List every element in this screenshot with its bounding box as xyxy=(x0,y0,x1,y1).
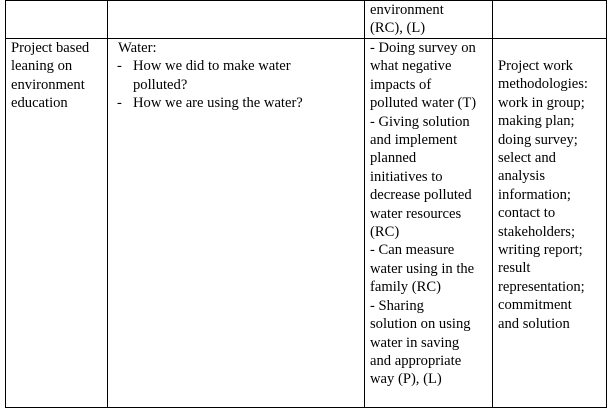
cell-line: methodologies: xyxy=(498,76,588,93)
cell-line: impacts of xyxy=(370,76,432,93)
cell-line: what negative xyxy=(370,58,452,75)
list-item xyxy=(133,94,360,112)
cell-line: solution on using xyxy=(370,316,471,333)
table-cell xyxy=(108,1,365,39)
cell-line: doing survey; xyxy=(498,131,578,148)
cell-line: family (RC) xyxy=(370,279,441,296)
cell-line: making plan; xyxy=(498,113,575,130)
curriculum-table xyxy=(5,0,607,408)
cell-line: decrease polluted xyxy=(370,187,472,204)
cell-line: and implement xyxy=(370,132,458,149)
cell-line: select and xyxy=(498,150,556,167)
cell-line: writing report; xyxy=(498,242,583,259)
table-row xyxy=(6,39,607,408)
table-cell xyxy=(6,1,108,39)
cell-line: - How we are using the water? xyxy=(133,95,303,112)
cell-line: (RC), (L) xyxy=(370,20,426,37)
cell-line: and solution xyxy=(498,315,570,332)
cell-line: - Can measure xyxy=(370,242,455,259)
cell-line: analysis xyxy=(498,168,546,185)
table-cell-content xyxy=(108,39,365,408)
cell-line: water resources xyxy=(370,205,462,222)
cell-line: environment xyxy=(370,2,444,18)
table-cell-outcomes xyxy=(365,39,493,408)
table-cell-topic xyxy=(6,39,108,408)
table-row xyxy=(6,1,607,39)
cell-line: initiatives to xyxy=(370,168,443,185)
cell-line: way (P), (L) xyxy=(370,371,442,388)
cell-line: polluted water (T) xyxy=(370,95,477,112)
cell-line: and appropriate xyxy=(370,352,462,369)
cell-line: - Giving solution xyxy=(370,113,470,130)
cell-line: work in group; xyxy=(498,94,585,111)
cell-line: - How we did to make water xyxy=(133,58,291,75)
cell-line: contact to xyxy=(498,205,556,222)
cell-line: (RC) xyxy=(370,224,400,241)
question-list xyxy=(113,57,360,112)
cell-line: - Sharing xyxy=(370,297,424,314)
table-cell-outcome-continued xyxy=(365,1,493,39)
cell-line: stakeholders; xyxy=(498,223,576,240)
cell-line: Project based xyxy=(11,40,90,56)
table-cell xyxy=(493,1,607,39)
cell-line: water in saving xyxy=(370,334,460,351)
cell-line: information; xyxy=(498,186,571,203)
content-title: Water: xyxy=(118,40,157,56)
table-cell-methods xyxy=(493,39,607,408)
cell-line: planned xyxy=(370,150,417,167)
cell-line: Project work xyxy=(498,58,573,74)
list-item xyxy=(133,57,360,94)
cell-line: polluted? xyxy=(133,76,188,93)
cell-line: commitment xyxy=(498,297,572,314)
cell-line: result xyxy=(498,260,531,277)
cell-line: leaning on xyxy=(11,58,73,75)
cell-line: water using in the xyxy=(370,260,475,277)
cell-line: environment xyxy=(11,76,85,93)
cell-line: - Doing survey on xyxy=(370,40,476,56)
cell-line: education xyxy=(11,95,68,112)
cell-line: representation; xyxy=(498,278,585,295)
